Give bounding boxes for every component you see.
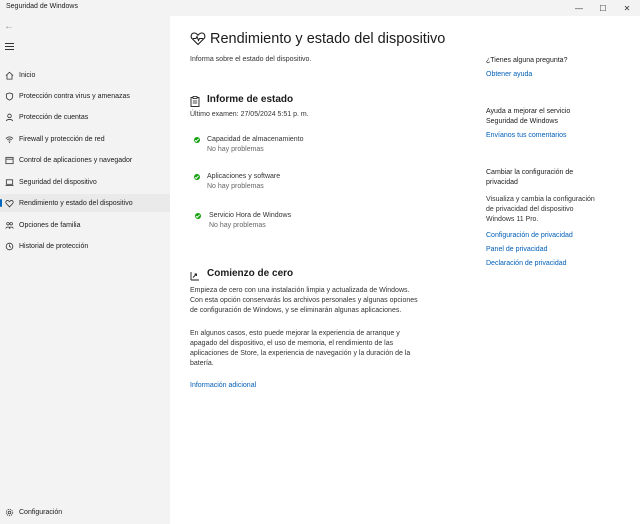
sidebar-item-inicio[interactable]: [0, 66, 170, 84]
heart-icon: [4, 198, 14, 208]
close-button[interactable]: ✕: [623, 3, 631, 13]
fresh-start-description: [190, 286, 460, 316]
sidebar-item-label: Protección de cuentas: [19, 113, 89, 121]
sidebar-item-settings[interactable]: [0, 503, 170, 521]
text-line: Ayuda a mejorar el servicio: [486, 108, 571, 115]
privacy-dashboard-link[interactable]: Panel de privacidad: [486, 246, 548, 253]
sidebar-item-device-performance[interactable]: [0, 194, 170, 212]
text-line: batería.: [190, 360, 214, 367]
sidebar-item-account-protection[interactable]: [0, 108, 170, 126]
heart-pulse-icon: [190, 31, 206, 47]
app-browser-icon: [4, 155, 14, 165]
sidebar-item-label: Protección contra virus y amenazas: [19, 92, 130, 100]
additional-info-link[interactable]: Información adicional: [190, 382, 257, 389]
maximize-button[interactable]: ☐: [599, 3, 607, 13]
report-item-status: No hay problemas: [207, 183, 264, 190]
improve-heading: [486, 107, 570, 127]
text-line: Con esta opción conservarás los archivos personales y algunas opciones: [190, 297, 418, 304]
question-heading: ¿Tienes alguna pregunta?: [486, 57, 568, 64]
privacy-heading: [486, 168, 573, 188]
text-line: En algunos casos, esto puede mejorar la experiencia de arranque y: [190, 330, 400, 337]
text-line: apagado del dispositivo, el uso de memoria, el rendimiento de las: [190, 340, 394, 347]
sidebar-item-protection-history[interactable]: [0, 237, 170, 255]
sidebar-item-label: Seguridad del dispositivo: [19, 178, 97, 186]
sidebar-item-label: Configuración: [19, 508, 63, 516]
text-line: Empieza de cero con una instalación limpia y actualizada de Windows.: [190, 287, 410, 294]
family-icon: [4, 220, 14, 230]
main-content: [170, 16, 640, 524]
text-line: de configuración de Windows, y se eliminarán algunas aplicaciones.: [190, 307, 402, 314]
report-icon: [190, 94, 201, 105]
text-line: aplicaciones de Store, la experiencia de navegación y la duración de la: [190, 350, 411, 357]
check-circle-icon: [194, 137, 200, 143]
report-item-title[interactable]: Capacidad de almacenamiento: [207, 136, 304, 143]
fresh-start-icon: [190, 268, 201, 279]
sidebar-item-family-options[interactable]: [0, 216, 170, 234]
page-title: Rendimiento y estado del dispositivo: [210, 31, 446, 47]
privacy-settings-link[interactable]: Configuración de privacidad: [486, 232, 573, 239]
page-subtitle: Informa sobre el estado del dispositivo.: [190, 56, 312, 63]
report-item-title[interactable]: Servicio Hora de Windows: [209, 212, 292, 219]
sidebar-item-label: Control de aplicaciones y navegador: [19, 156, 133, 164]
fresh-start-benefits: [190, 329, 460, 369]
privacy-description: [486, 195, 595, 225]
sidebar-item-firewall[interactable]: [0, 130, 170, 148]
privacy-statement-link[interactable]: Declaración de privacidad: [486, 260, 567, 267]
get-help-link[interactable]: Obtener ayuda: [486, 71, 533, 78]
check-circle-icon: [194, 174, 200, 180]
hamburger-menu-icon[interactable]: [5, 43, 14, 50]
gear-icon: [4, 507, 14, 517]
sidebar: [0, 16, 170, 524]
text-line: Visualiza y cambia la configuración: [486, 196, 595, 203]
report-item-status: No hay problemas: [209, 222, 266, 229]
sidebar-item-label: Inicio: [19, 71, 36, 79]
minimize-button[interactable]: —: [575, 3, 583, 13]
sidebar-item-device-security[interactable]: [0, 173, 170, 191]
shield-icon: [4, 91, 14, 101]
text-line: de privacidad del dispositivo: [486, 206, 574, 213]
send-feedback-link[interactable]: Envíanos tus comentarios: [486, 132, 567, 139]
text-line: Cambiar la configuración de: [486, 169, 574, 176]
fresh-start-heading: Comienzo de cero: [207, 268, 294, 279]
sidebar-item-app-browser-control[interactable]: [0, 151, 170, 169]
status-report-heading: Informe de estado: [207, 94, 294, 105]
sidebar-item-virus-protection[interactable]: [0, 87, 170, 105]
sidebar-item-label: Historial de protección: [19, 242, 89, 250]
laptop-icon: [4, 177, 14, 187]
text-line: Windows 11 Pro.: [486, 216, 539, 223]
person-icon: [4, 112, 14, 122]
report-item-status: No hay problemas: [207, 146, 264, 153]
last-scan-text: Último examen: 27/05/2024 5:51 p. m.: [190, 111, 309, 118]
home-icon: [4, 70, 14, 80]
sidebar-item-label: Firewall y protección de red: [19, 135, 105, 143]
check-circle-icon: [195, 213, 201, 219]
text-line: Seguridad de Windows: [486, 118, 558, 125]
history-icon: [4, 241, 14, 251]
window-title: Seguridad de Windows: [6, 3, 78, 10]
report-item-title[interactable]: Aplicaciones y software: [207, 173, 281, 180]
text-line: privacidad: [486, 179, 518, 186]
title-bar: [0, 0, 640, 16]
sidebar-item-label: Opciones de familia: [19, 221, 81, 229]
sidebar-item-label: Rendimiento y estado del dispositivo: [19, 199, 133, 207]
back-arrow-icon[interactable]: ←: [4, 21, 14, 32]
wifi-icon: [4, 134, 14, 144]
